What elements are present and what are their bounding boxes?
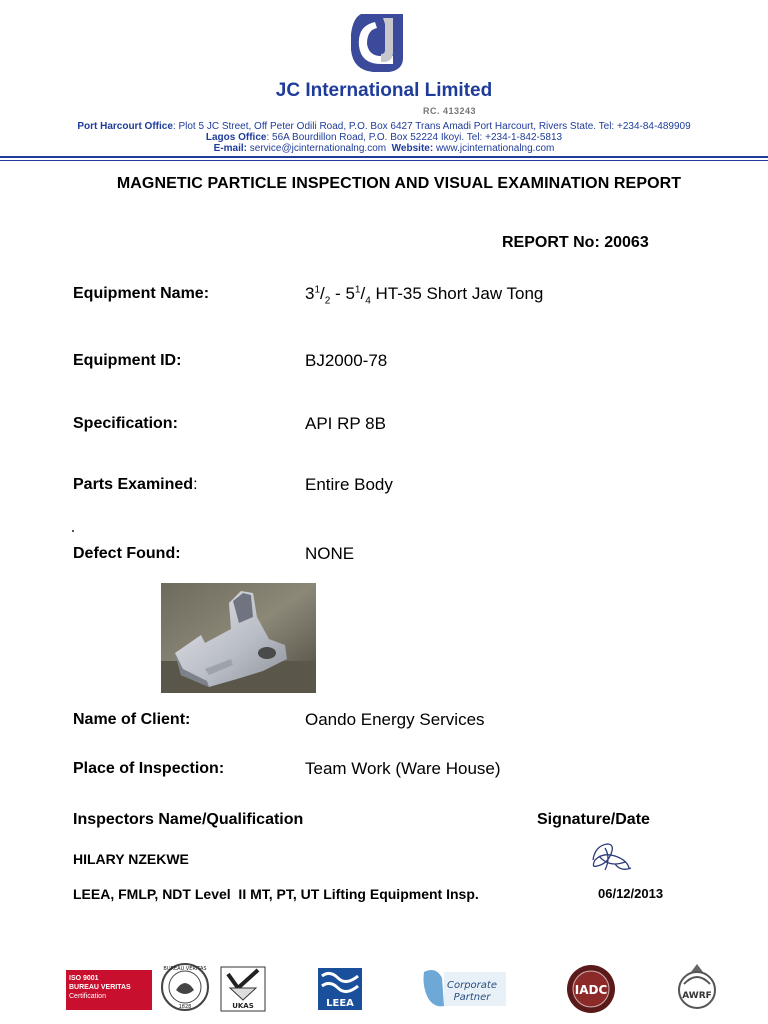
rc-number: RC. 413243	[423, 106, 477, 116]
iso-9001-badge: ISO 9001 BUREAU VERITAS Certification	[66, 970, 152, 1010]
client-value: Oando Energy Services	[305, 710, 485, 729]
equipment-photo	[161, 583, 316, 693]
port-harcourt-address: Port Harcourt Office: Plot 5 JC Street, Off Peter Odili Road, P.O. Box 6427 Trans Amadi Port Harcourt, Rivers State. Tel: +234-84-489909	[77, 121, 691, 132]
iadc-logo-icon	[564, 964, 618, 1014]
inspection-date: 06/12/2013	[598, 886, 664, 901]
inspector-name: HILARY NZEKWE	[73, 851, 189, 867]
contact-line: E-mail: service@jcinternationalng.com Website: www.jcinternationalng.com	[213, 143, 555, 154]
email-link[interactable]: service@jcinternationalng.com	[249, 143, 387, 154]
inspector-qualification: LEEA, FMLP, NDT Level II MT, PT, UT Lifting Equipment Insp.	[73, 886, 479, 902]
defect-found-value: NONE	[305, 544, 355, 563]
parts-examined-value: Entire Body	[305, 475, 393, 494]
signature-date-label: Signature/Date	[537, 811, 650, 828]
svg-text:Partner: Partner	[453, 992, 491, 1003]
report-number: REPORT No: 20063	[502, 234, 649, 251]
leea-logo-icon	[318, 968, 362, 1010]
equipment-name-value: $3^1/_2 - 5^1/_4$ HT-35 Short Jaw Tong	[305, 284, 544, 307]
equipment-name-label: Equipment Name:	[73, 285, 210, 302]
svg-text:1828: 1828	[178, 1004, 192, 1010]
report-title: MAGNETIC PARTICLE INSPECTION AND VISUAL EXAMINATION REPORT	[116, 175, 682, 192]
stray-dot	[72, 530, 74, 532]
equipment-id-label: Equipment ID:	[73, 352, 182, 369]
lagos-address: Lagos Office: 56A Bourdillon Road, P.O. Box 52224 Ikoyi. Tel: +234-1-842-5813	[205, 132, 563, 143]
company-name: JC International Limited	[275, 80, 493, 101]
website-link[interactable]: www.jcinternationalng.com	[435, 143, 555, 154]
header-divider-thin	[0, 160, 768, 161]
signature-icon	[585, 838, 635, 878]
svg-text:Corporate: Corporate	[447, 980, 497, 991]
place-of-inspection-label: Place of Inspection:	[73, 760, 225, 777]
svg-text:IADC: IADC	[574, 983, 608, 997]
svg-text:BUREAU VERITAS: BUREAU VERITAS	[163, 966, 207, 972]
svg-text:AWRF: AWRF	[682, 991, 712, 1001]
equipment-id-value: BJ2000-78	[305, 351, 388, 370]
place-of-inspection-value: Team Work (Ware House)	[305, 759, 501, 778]
svg-text:UKAS: UKAS	[232, 1002, 254, 1010]
specification-value: API RP 8B	[305, 414, 386, 433]
corporate-partner-logo-icon	[420, 966, 508, 1012]
ukas-logo-icon	[220, 966, 266, 1012]
awrf-logo-icon	[672, 960, 722, 1016]
inspector-header-label: Inspectors Name/Qualification	[73, 811, 304, 828]
bureau-veritas-seal-icon	[152, 962, 218, 1012]
defect-found-label: Defect Found:	[73, 545, 181, 562]
parts-examined-label: Parts Examined:	[73, 476, 198, 493]
svg-text:LEEA: LEEA	[326, 998, 354, 1009]
client-label: Name of Client:	[73, 711, 191, 728]
header-divider	[0, 156, 768, 158]
company-logo-icon	[347, 12, 415, 74]
specification-label: Specification:	[73, 415, 178, 432]
